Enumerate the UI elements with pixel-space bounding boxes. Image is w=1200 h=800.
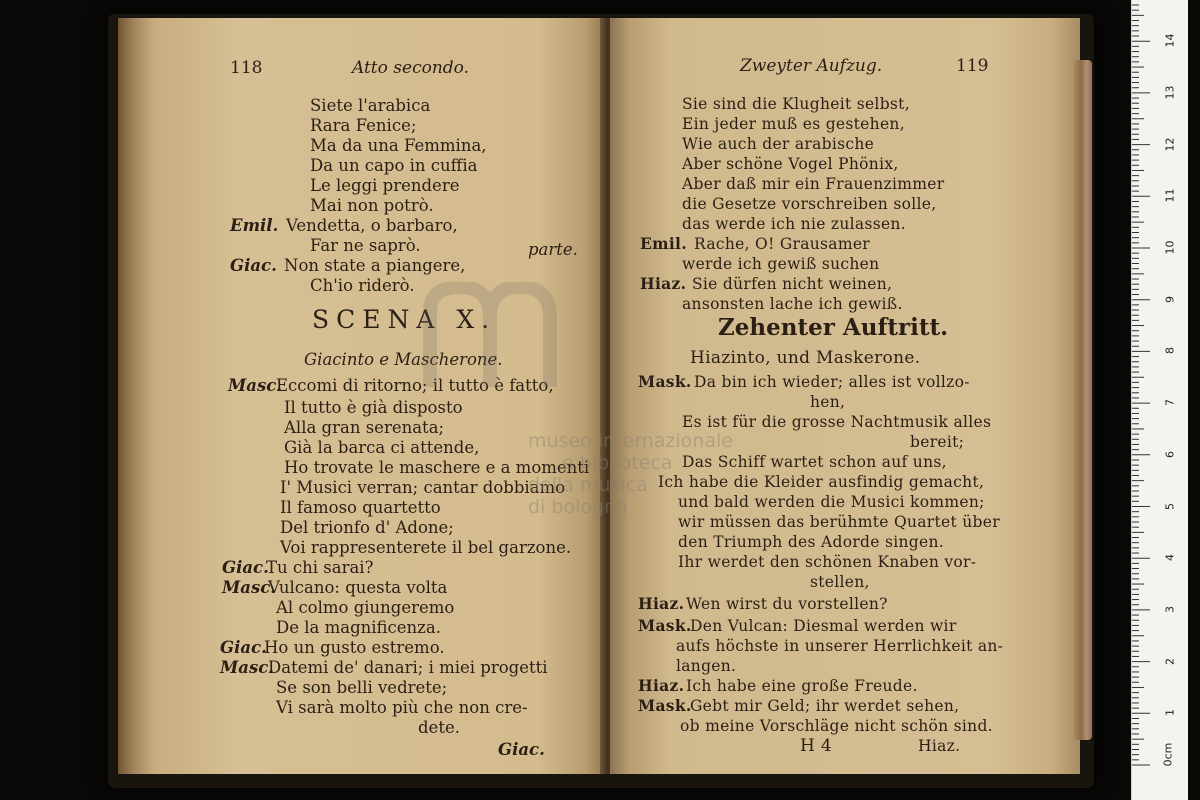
verse-line: Den Vulcan: Diesmal werden wir [690, 617, 957, 635]
verse-line: Ho un gusto estremo. [264, 638, 445, 657]
scene-heading: Zehenter Auftritt. [718, 314, 949, 341]
verse-line: bereit; [910, 433, 965, 451]
watermark-line: della musica [528, 474, 648, 496]
left-page [118, 18, 606, 774]
ruler-number: 10 [1163, 240, 1177, 255]
right-running-title: Zweyter Aufzug. [740, 56, 883, 76]
verse-line: ansonsten lache ich gewiß. [682, 295, 903, 313]
ruler-number: 4 [1163, 554, 1177, 562]
speaker-label: Masc. [220, 658, 275, 677]
stage-direction: parte. [528, 240, 578, 259]
ruler-number: 2 [1163, 657, 1177, 665]
scene-characters: Hiazinto, und Maskerone. [690, 348, 921, 368]
verse-line: Ihr werdet den schönen Knaben vor- [678, 553, 977, 571]
speaker-label: Mask. [638, 616, 692, 635]
left-page-number: 118 [230, 58, 263, 78]
verse-line: Alla gran serenata; [284, 418, 445, 437]
right-page-number: 119 [956, 56, 989, 76]
speaker-label: Masc. [222, 578, 277, 597]
verse-line: das werde ich nie zulassen. [682, 215, 906, 233]
speaker-label: Mask. [638, 696, 692, 715]
speaker-label: Emil. [640, 234, 687, 253]
verse-line: Voi rappresenterete il bel garzone. [280, 538, 572, 557]
museum-watermark-text [528, 430, 733, 518]
verse-line: den Triumph des Adorde singen. [678, 533, 944, 551]
verse-line: Sie sind die Klugheit selbst, [682, 95, 910, 113]
ruler-number: 14 [1163, 33, 1177, 48]
verse-line: Da un capo in cuffia [310, 156, 478, 175]
verse-line: Rara Fenice; [310, 116, 417, 135]
speaker-label: Emil. [230, 216, 279, 235]
verse-line: langen. [676, 657, 737, 675]
verse-line: Ho trovate le maschere e a momenti [284, 458, 590, 477]
verse-line: Siete l'arabica [310, 96, 431, 115]
catchword: Hiaz. [918, 737, 961, 755]
scene-heading: SCENA X. [312, 305, 497, 334]
scene-characters: Giacinto e Mascherone. [304, 350, 503, 369]
verse-line: Mai non potrò. [310, 196, 434, 215]
watermark-line: di bologna [528, 496, 628, 518]
signature-mark: H 4 [800, 736, 832, 756]
museum-logo-watermark [420, 282, 600, 392]
ruler-number: 9 [1163, 295, 1177, 303]
verse-line: Le leggi prendere [310, 176, 460, 195]
verse-line: Aber daß mir ein Frauenzimmer [682, 175, 945, 193]
verse-line: Vi sarà molto più che non cre- [276, 698, 528, 717]
verse-line: Già la barca ci attende, [284, 438, 480, 457]
speaker-label: Masc. [228, 376, 283, 395]
ruler-number: 13 [1163, 85, 1177, 100]
verse-line: Datemi de' danari; i miei progetti [268, 658, 548, 677]
verse-line: Da bin ich wieder; alles ist vollzo- [694, 373, 970, 391]
catchword: Giac. [498, 740, 545, 759]
speaker-label: Hiaz. [640, 274, 687, 293]
verse-line: Ein jeder muß es gestehen, [682, 115, 905, 133]
ruler-number: 3 [1163, 605, 1177, 613]
verse-line: De la magnificenza. [276, 618, 441, 637]
ruler-ticks [1132, 0, 1188, 800]
ruler-unit-label: 0cm [1161, 742, 1175, 767]
speaker-label: Hiaz. [638, 594, 685, 613]
verse-line: Vendetta, o barbaro, [286, 216, 458, 235]
verse-line: werde ich gewiß suchen [682, 255, 880, 273]
measurement-ruler [1131, 0, 1188, 800]
verse-line: Ich habe eine große Freude. [686, 677, 918, 695]
ruler-number: 11 [1163, 188, 1177, 203]
verse-line: stellen, [810, 573, 870, 591]
verse-line: Gebt mir Geld; ihr werdet sehen, [690, 697, 960, 715]
verse-line: dete. [418, 718, 460, 737]
verse-line: ob meine Vorschläge nicht schön sind. [680, 717, 993, 735]
ruler-number: 12 [1163, 137, 1177, 152]
verse-line: Del trionfo d' Adone; [280, 518, 454, 537]
verse-line: hen, [810, 393, 846, 411]
verse-line: Aber schöne Vogel Phönix, [682, 155, 899, 173]
ruler-number: 5 [1163, 502, 1177, 510]
verse-line: I' Musici verran; cantar dobbiamo [280, 478, 566, 497]
watermark-line: museo internazionale [528, 430, 733, 452]
verse-line: Wie auch der arabische [682, 135, 875, 153]
ruler-number: 8 [1163, 347, 1177, 355]
verse-line: Sie dürfen nicht weinen, [692, 275, 893, 293]
verse-line: die Gesetze vorschreiben solle, [682, 195, 937, 213]
verse-line: Ch'io riderò. [310, 276, 415, 295]
verse-line: Ich habe die Kleider ausfindig gemacht, [658, 473, 985, 491]
speaker-label: Giac. [230, 256, 277, 275]
ruler-number: 7 [1163, 399, 1177, 407]
verse-line: Rache, O! Grausamer [694, 235, 871, 253]
ruler-number: 1 [1163, 709, 1177, 717]
watermark-line: e biblioteca [562, 452, 673, 474]
verse-line: Ma da una Femmina, [310, 136, 487, 155]
verse-line: Al colmo giungeremo [276, 598, 455, 617]
verse-line: Non state a piangere, [284, 256, 466, 275]
verse-line: Far ne saprò. [310, 236, 421, 255]
verse-line: Es ist für die grosse Nachtmusik alles [682, 413, 992, 431]
verse-line: und bald werden die Musici kommen; [678, 493, 985, 511]
verse-line: Vulcano: questa volta [268, 578, 448, 597]
verse-line: Il tutto è già disposto [284, 398, 463, 417]
speaker-label: Giac. [220, 638, 267, 657]
verse-line: Wen wirst du vorstellen? [686, 595, 888, 613]
verse-line: aufs höchste in unserer Herrlichkeit an- [676, 637, 1004, 655]
right-page [610, 18, 1080, 774]
verse-line: Das Schiff wartet schon auf uns, [682, 453, 947, 471]
verse-line: Tu chi sarai? [266, 558, 374, 577]
ruler-number: 6 [1163, 450, 1177, 458]
speaker-label: Mask. [638, 372, 692, 391]
left-running-title: Atto secondo. [352, 58, 469, 78]
speaker-label: Giac. [222, 558, 269, 577]
verse-line: Se son belli vedrete; [276, 678, 448, 697]
speaker-label: Hiaz. [638, 676, 685, 695]
verse-line: Eccomi di ritorno; il tutto è fatto, [276, 376, 554, 395]
verse-line: wir müssen das berühmte Quartet über [678, 513, 1000, 531]
verse-line: Il famoso quartetto [280, 498, 441, 517]
page-edge [1074, 60, 1092, 740]
